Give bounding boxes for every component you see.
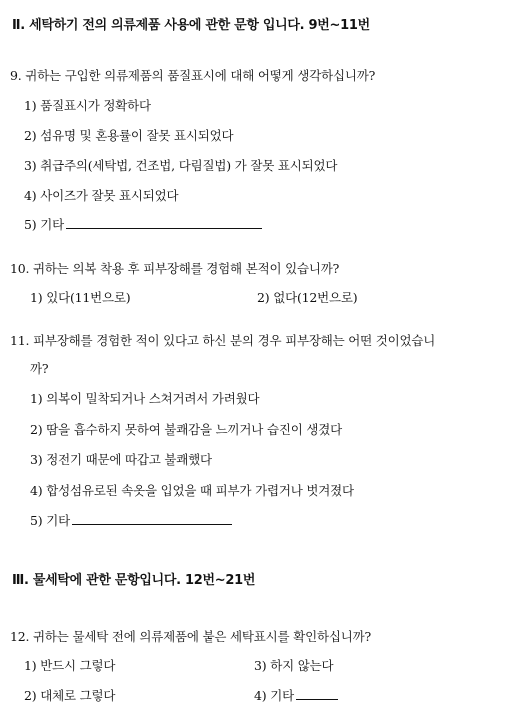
q9-option-1[interactable]: 1) 품질표시가 정확하다 bbox=[24, 98, 151, 113]
question-11-text-line1: 11. 피부장해를 경험한 적이 있다고 하신 분의 경우 피부장해는 어떤 것이었습니 bbox=[10, 333, 436, 348]
question-10-text: 10. 귀하는 의복 착용 후 피부장해를 경험해 본적이 있습니까? bbox=[10, 261, 340, 276]
question-12-text: 12. 귀하는 물세탁 전에 의류제품에 붙은 세탁표시를 확인하십니까? bbox=[10, 629, 371, 644]
q11-option-1[interactable]: 1) 의복이 밀착되거나 스쳐거려서 가려웠다 bbox=[30, 391, 260, 406]
q12-option-2[interactable]: 2) 대체로 그렇다 bbox=[24, 688, 116, 703]
q9-option-2[interactable]: 2) 섬유명 및 혼용률이 잘못 표시되었다 bbox=[24, 128, 234, 143]
q10-option-2[interactable]: 2) 없다(12번으로) bbox=[257, 290, 358, 305]
section-2-heading: Ⅱ. 세탁하기 전의 의류제품 사용에 관한 문항 입니다. 9번~11번 bbox=[12, 18, 370, 33]
q11-option-2[interactable]: 2) 땀을 흡수하지 못하여 불쾌감을 느끼거나 습진이 생겼다 bbox=[30, 422, 342, 437]
q11-other-blank[interactable] bbox=[72, 512, 232, 525]
q9-option-4[interactable]: 4) 사이즈가 잘못 표시되었다 bbox=[24, 188, 179, 203]
q9-option-5[interactable] bbox=[24, 215, 262, 233]
q9-option-3[interactable]: 3) 취급주의(세탁법, 건조법, 다림질법) 가 잘못 표시되었다 bbox=[24, 158, 338, 173]
q11-option-5-label: 5) 기타 bbox=[30, 513, 70, 528]
q11-option-4[interactable]: 4) 합성섬유로된 속옷을 입었을 때 피부가 가렵거나 벗겨졌다 bbox=[30, 483, 354, 498]
q9-other-blank[interactable] bbox=[66, 216, 262, 229]
q9-option-5-label: 5) 기타 bbox=[24, 217, 64, 232]
q12-option-1[interactable]: 1) 반드시 그렇다 bbox=[24, 658, 116, 673]
q12-option-3[interactable]: 3) 하지 않는다 bbox=[254, 658, 334, 673]
q11-option-3[interactable]: 3) 정전기 때문에 따갑고 불쾌했다 bbox=[30, 452, 212, 467]
question-9-text: 9. 귀하는 구입한 의류제품의 품질표시에 대해 어떻게 생각하십니까? bbox=[10, 68, 376, 83]
q12-option-4[interactable] bbox=[254, 686, 338, 704]
q12-option-4-label: 4) 기타 bbox=[254, 688, 294, 703]
q11-option-5[interactable] bbox=[30, 511, 232, 529]
section-3-heading: Ⅲ. 물세탁에 관한 문항입니다. 12번~21번 bbox=[12, 573, 256, 588]
question-11-text-line2: 까? bbox=[30, 361, 49, 376]
q10-option-1[interactable]: 1) 있다(11번으로) bbox=[30, 290, 131, 305]
q12-other-blank[interactable] bbox=[296, 687, 338, 700]
